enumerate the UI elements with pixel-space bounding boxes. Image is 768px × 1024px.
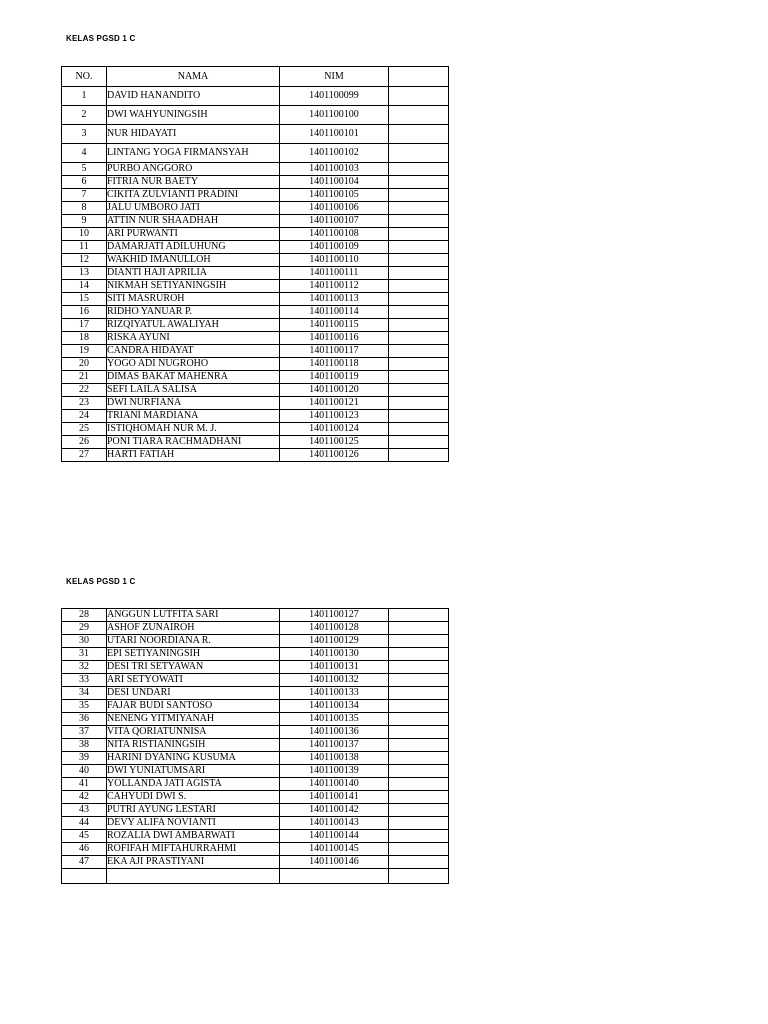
row-nim: 1401100131	[280, 661, 389, 674]
row-nim: 1401100118	[280, 358, 389, 371]
row-no: 35	[62, 700, 107, 713]
row-nim: 1401100143	[280, 817, 389, 830]
row-nama: NIKMAH SETIYANINGSIH	[107, 280, 280, 293]
table-row	[62, 410, 449, 423]
row-extra	[389, 609, 449, 622]
row-no: 45	[62, 830, 107, 843]
table-row	[62, 622, 449, 635]
row-nim: 1401100125	[280, 436, 389, 449]
row-no: 18	[62, 332, 107, 345]
row-nama: RIDHO YANUAR P.	[107, 306, 280, 319]
row-nama: SEFI LAILA SALISA	[107, 384, 280, 397]
row-nama: NITA RISTIANINGSIH	[107, 739, 280, 752]
row-nim: 1401100134	[280, 700, 389, 713]
row-no: 25	[62, 423, 107, 436]
table-row	[62, 358, 449, 371]
row-nim: 1401100145	[280, 843, 389, 856]
row-nim: 1401100100	[280, 106, 389, 125]
row-nim: 1401100110	[280, 254, 389, 267]
row-extra	[389, 700, 449, 713]
row-nama: LINTANG YOGA FIRMANSYAH	[107, 144, 280, 163]
table-row	[62, 87, 449, 106]
row-no: 24	[62, 410, 107, 423]
row-extra	[389, 713, 449, 726]
row-nama: JALU UMBORO JATI	[107, 202, 280, 215]
row-nama: PURBO ANGGORO	[107, 163, 280, 176]
row-no: 17	[62, 319, 107, 332]
row-no: 37	[62, 726, 107, 739]
row-no: 38	[62, 739, 107, 752]
row-nim: 1401100123	[280, 410, 389, 423]
table-row	[62, 215, 449, 228]
table-row	[62, 397, 449, 410]
row-extra	[389, 241, 449, 254]
row-extra	[389, 293, 449, 306]
row-nama: ATTIN NUR SHAADHAH	[107, 215, 280, 228]
column-header-nim: NIM	[280, 67, 389, 87]
row-nama: NENENG YITMIYANAH	[107, 713, 280, 726]
row-no: 30	[62, 635, 107, 648]
row-nama: RISKA AYUNI	[107, 332, 280, 345]
row-extra	[389, 144, 449, 163]
row-extra	[389, 765, 449, 778]
table-row	[62, 726, 449, 739]
section-heading: KELAS PGSD 1 C	[66, 34, 136, 43]
row-nama: ROFIFAH MIFTAHURRAHMI	[107, 843, 280, 856]
table-row	[62, 371, 449, 384]
column-header-nama: NAMA	[107, 67, 280, 87]
table-row	[62, 106, 449, 125]
table-row	[62, 345, 449, 358]
table-row	[62, 830, 449, 843]
column-header-extra	[389, 67, 449, 87]
row-extra	[389, 817, 449, 830]
row-nim: 1401100116	[280, 332, 389, 345]
table-row	[62, 293, 449, 306]
row-no: 23	[62, 397, 107, 410]
row-no: 42	[62, 791, 107, 804]
row-extra	[389, 752, 449, 765]
table-row	[62, 778, 449, 791]
row-no: 6	[62, 176, 107, 189]
table-row	[62, 144, 449, 163]
table-row	[62, 332, 449, 345]
row-nama: HARTI FATIAH	[107, 449, 280, 462]
row-nama: PONI TIARA RACHMADHANI	[107, 436, 280, 449]
row-extra	[389, 830, 449, 843]
row-no: 21	[62, 371, 107, 384]
row-extra	[389, 778, 449, 791]
table-row	[62, 125, 449, 144]
row-nama: DIANTI HAJI APRILIA	[107, 267, 280, 280]
table-row	[62, 306, 449, 319]
row-no: 29	[62, 622, 107, 635]
row-nim: 1401100124	[280, 423, 389, 436]
row-nim: 1401100117	[280, 345, 389, 358]
row-extra	[389, 449, 449, 462]
row-extra	[389, 228, 449, 241]
row-no: 19	[62, 345, 107, 358]
row-extra	[389, 202, 449, 215]
row-extra	[389, 345, 449, 358]
table-row	[62, 661, 449, 674]
row-nama: CAHYUDI DWI S.	[107, 791, 280, 804]
table-row	[62, 674, 449, 687]
table-row	[62, 319, 449, 332]
row-nim: 1401100128	[280, 622, 389, 635]
table-header-row	[62, 67, 449, 87]
row-nama: ARI PURWANTI	[107, 228, 280, 241]
row-no: 39	[62, 752, 107, 765]
row-no: 28	[62, 609, 107, 622]
table-row	[62, 449, 449, 462]
row-extra	[389, 661, 449, 674]
row-no: 32	[62, 661, 107, 674]
row-no: 10	[62, 228, 107, 241]
row-nama: DWI YUNIATUMSARI	[107, 765, 280, 778]
row-extra	[389, 384, 449, 397]
row-nim: 1401100105	[280, 189, 389, 202]
table-row	[62, 163, 449, 176]
row-extra	[389, 397, 449, 410]
row-nim: 1401100119	[280, 371, 389, 384]
row-no: 22	[62, 384, 107, 397]
table-row	[62, 280, 449, 293]
row-no: 7	[62, 189, 107, 202]
row-extra	[389, 163, 449, 176]
table-row	[62, 176, 449, 189]
row-no: 20	[62, 358, 107, 371]
row-extra	[389, 176, 449, 189]
row-no: 8	[62, 202, 107, 215]
row-nama: YOGO ADI NUGROHO	[107, 358, 280, 371]
row-nama: ARI SETYOWATI	[107, 674, 280, 687]
row-nama: HARINI DYANING KUSUMA	[107, 752, 280, 765]
row-nama: UTARI NOORDIANA R.	[107, 635, 280, 648]
row-nim: 1401100112	[280, 280, 389, 293]
table-row	[62, 700, 449, 713]
row-no: 27	[62, 449, 107, 462]
row-nim: 1401100104	[280, 176, 389, 189]
row-nim: 1401100103	[280, 163, 389, 176]
row-nim: 1401100138	[280, 752, 389, 765]
row-nim: 1401100107	[280, 215, 389, 228]
table-row	[62, 267, 449, 280]
row-nim: 1401100115	[280, 319, 389, 332]
table-row	[62, 609, 449, 622]
row-nama: ANGGUN LUTFITA SARI	[107, 609, 280, 622]
row-nim: 1401100144	[280, 830, 389, 843]
table-row	[62, 635, 449, 648]
table-row	[62, 436, 449, 449]
row-nama: FITRIA NUR BAETY	[107, 176, 280, 189]
row-extra	[389, 726, 449, 739]
row-no: 11	[62, 241, 107, 254]
table-row	[62, 687, 449, 700]
row-nim: 1401100141	[280, 791, 389, 804]
row-nama: VITA QORIATUNNISA	[107, 726, 280, 739]
row-nim: 1401100135	[280, 713, 389, 726]
row-no: 43	[62, 804, 107, 817]
row-extra	[389, 215, 449, 228]
row-nim: 1401100099	[280, 87, 389, 106]
row-nim: 1401100101	[280, 125, 389, 144]
row-no: 40	[62, 765, 107, 778]
table-row	[62, 804, 449, 817]
row-nim: 1401100113	[280, 293, 389, 306]
row-extra	[389, 843, 449, 856]
row-nama: CANDRA HIDAYAT	[107, 345, 280, 358]
row-extra	[389, 410, 449, 423]
table-row	[62, 791, 449, 804]
row-extra	[389, 791, 449, 804]
row-nama: EPI SETIYANINGSIH	[107, 648, 280, 661]
row-extra	[389, 674, 449, 687]
row-no: 26	[62, 436, 107, 449]
row-nama: RIZQIYATUL AWALIYAH	[107, 319, 280, 332]
empty-cell	[107, 869, 280, 884]
table-row-empty	[62, 869, 449, 884]
empty-cell	[389, 869, 449, 884]
row-nim: 1401100129	[280, 635, 389, 648]
table-row	[62, 228, 449, 241]
row-nim: 1401100136	[280, 726, 389, 739]
row-nim: 1401100121	[280, 397, 389, 410]
table-row	[62, 241, 449, 254]
row-extra	[389, 106, 449, 125]
row-no: 34	[62, 687, 107, 700]
student-table	[61, 608, 449, 884]
row-extra	[389, 332, 449, 345]
row-nama: YOLLANDA JATI AGISTA	[107, 778, 280, 791]
row-no: 1	[62, 87, 107, 106]
row-no: 16	[62, 306, 107, 319]
row-no: 33	[62, 674, 107, 687]
table-row	[62, 254, 449, 267]
row-nama: EKA AJI PRASTIYANI	[107, 856, 280, 869]
row-extra	[389, 319, 449, 332]
empty-cell	[62, 869, 107, 884]
table-row	[62, 739, 449, 752]
row-extra	[389, 125, 449, 144]
column-header-no: NO.	[62, 67, 107, 87]
row-nim: 1401100120	[280, 384, 389, 397]
row-nama: DEVY ALIFA NOVIANTI	[107, 817, 280, 830]
table-row	[62, 752, 449, 765]
row-no: 13	[62, 267, 107, 280]
row-extra	[389, 436, 449, 449]
row-no: 9	[62, 215, 107, 228]
row-no: 31	[62, 648, 107, 661]
row-extra	[389, 804, 449, 817]
row-no: 36	[62, 713, 107, 726]
row-no: 47	[62, 856, 107, 869]
row-extra	[389, 856, 449, 869]
table-row	[62, 202, 449, 215]
row-nama: SITI MASRUROH	[107, 293, 280, 306]
row-nama: PUTRI AYUNG LESTARI	[107, 804, 280, 817]
row-extra	[389, 267, 449, 280]
row-extra	[389, 189, 449, 202]
row-extra	[389, 358, 449, 371]
row-nim: 1401100102	[280, 144, 389, 163]
row-nama: ISTIQHOMAH NUR M. J.	[107, 423, 280, 436]
student-table	[61, 66, 449, 462]
row-nama: DAMARJATI ADILUHUNG	[107, 241, 280, 254]
section-heading: KELAS PGSD 1 C	[66, 577, 136, 586]
row-extra	[389, 635, 449, 648]
row-nama: DAVID HANANDITO	[107, 87, 280, 106]
row-nama: TRIANI MARDIANA	[107, 410, 280, 423]
row-nim: 1401100108	[280, 228, 389, 241]
empty-cell	[280, 869, 389, 884]
row-nim: 1401100109	[280, 241, 389, 254]
row-nama: WAKHID IMANULLOH	[107, 254, 280, 267]
row-extra	[389, 280, 449, 293]
row-extra	[389, 622, 449, 635]
row-extra	[389, 254, 449, 267]
row-nama: DESI UNDARI	[107, 687, 280, 700]
row-nama: ROZALIA DWI AMBARWATI	[107, 830, 280, 843]
table-row	[62, 423, 449, 436]
row-nim: 1401100111	[280, 267, 389, 280]
row-nama: NUR HIDAYATI	[107, 125, 280, 144]
row-no: 4	[62, 144, 107, 163]
row-nim: 1401100130	[280, 648, 389, 661]
row-nim: 1401100142	[280, 804, 389, 817]
row-nim: 1401100127	[280, 609, 389, 622]
row-no: 12	[62, 254, 107, 267]
row-extra	[389, 648, 449, 661]
row-extra	[389, 423, 449, 436]
row-nim: 1401100140	[280, 778, 389, 791]
table-row	[62, 384, 449, 397]
row-nama: ASHOF ZUNAIROH	[107, 622, 280, 635]
row-nim: 1401100126	[280, 449, 389, 462]
row-nim: 1401100146	[280, 856, 389, 869]
row-extra	[389, 87, 449, 106]
table-row	[62, 189, 449, 202]
row-nim: 1401100106	[280, 202, 389, 215]
row-nama: DWI WAHYUNINGSIH	[107, 106, 280, 125]
row-no: 2	[62, 106, 107, 125]
row-nim: 1401100137	[280, 739, 389, 752]
table-row	[62, 765, 449, 778]
table-row	[62, 843, 449, 856]
row-extra	[389, 306, 449, 319]
row-no: 41	[62, 778, 107, 791]
table-row	[62, 856, 449, 869]
row-nim: 1401100133	[280, 687, 389, 700]
row-nama: DWI NURFIANA	[107, 397, 280, 410]
row-nama: DESI TRI SETYAWAN	[107, 661, 280, 674]
row-extra	[389, 371, 449, 384]
row-no: 14	[62, 280, 107, 293]
row-extra	[389, 687, 449, 700]
table-row	[62, 817, 449, 830]
row-nim: 1401100114	[280, 306, 389, 319]
row-nim: 1401100139	[280, 765, 389, 778]
row-extra	[389, 739, 449, 752]
row-no: 46	[62, 843, 107, 856]
table-row	[62, 648, 449, 661]
row-no: 15	[62, 293, 107, 306]
table-row	[62, 713, 449, 726]
row-no: 3	[62, 125, 107, 144]
row-nama: DIMAS BAKAT MAHENRA	[107, 371, 280, 384]
row-nama: CIKITA ZULVIANTI PRADINI	[107, 189, 280, 202]
row-nama: FAJAR BUDI SANTOSO	[107, 700, 280, 713]
row-no: 44	[62, 817, 107, 830]
row-nim: 1401100132	[280, 674, 389, 687]
row-no: 5	[62, 163, 107, 176]
